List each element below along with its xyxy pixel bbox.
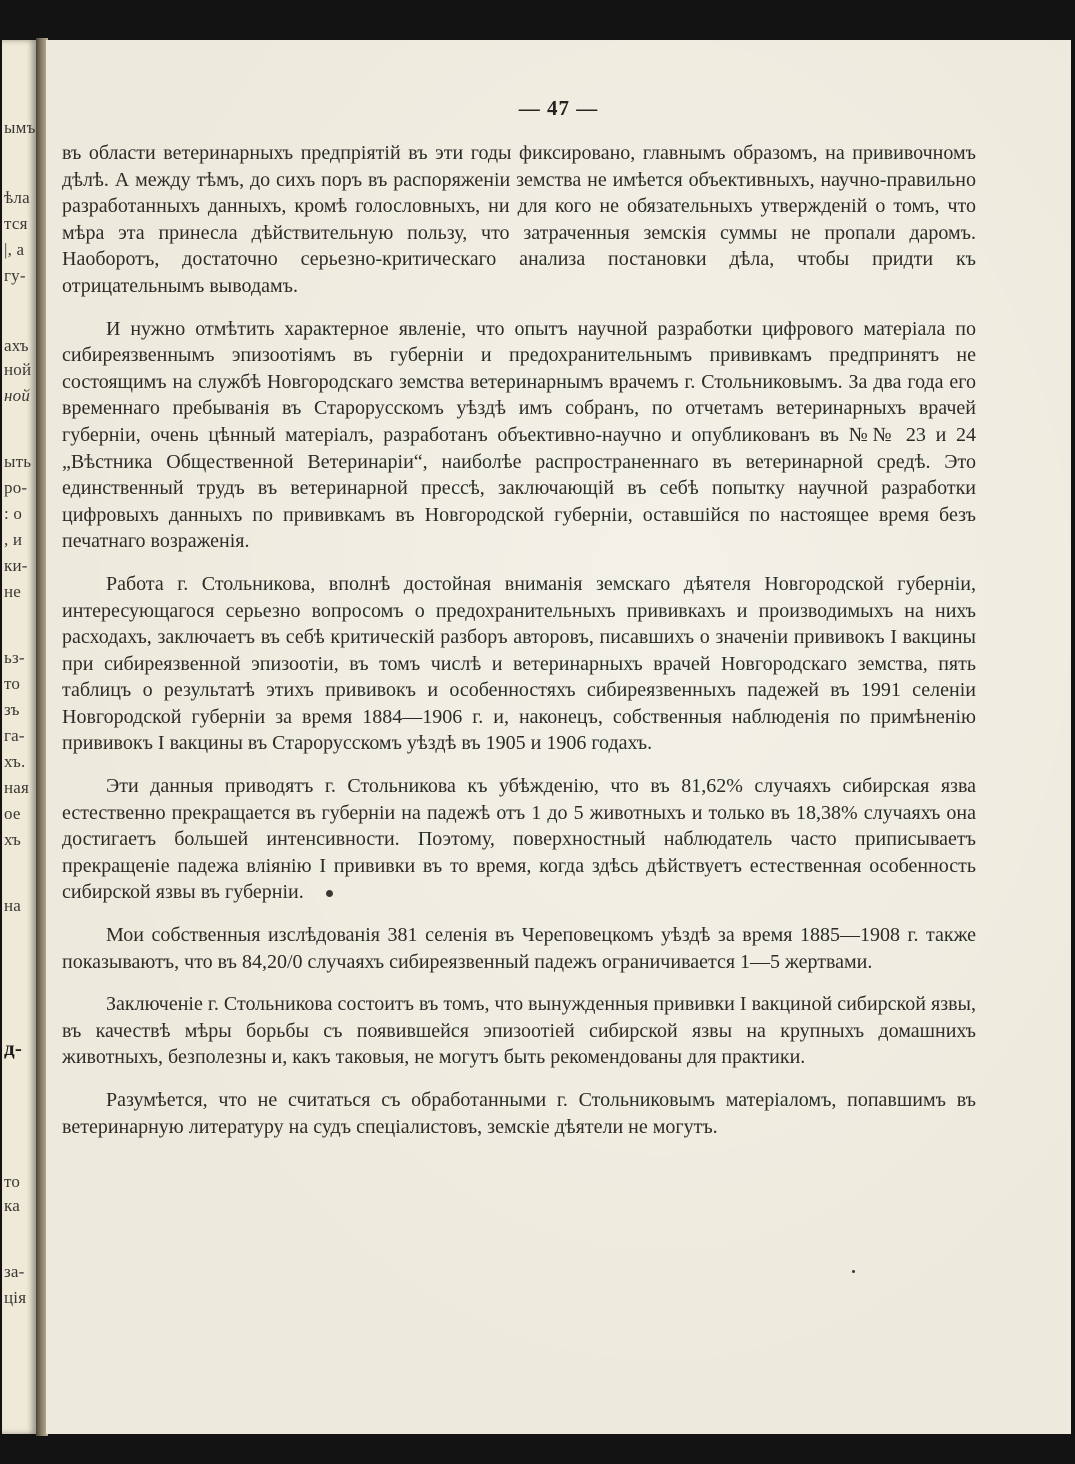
left-page-fragment: , и: [4, 530, 23, 549]
left-page-fragment: д-: [4, 1036, 23, 1060]
left-page-fragment: ахъ: [4, 336, 29, 355]
ink-speck: [852, 1270, 855, 1273]
left-page-strip: [2, 40, 36, 1434]
paragraph-text: Эти данныя приводятъ г. Стольникова къ убѣжденію, что въ 81,62% случаяхъ сибирская язва естественно прекращается въ губерніи на падежѣ отъ 1 до 5 животныхъ и только въ 18,38% случаяхъ она достигаетъ большей интенсивности. Поэтому, поверхностный наблюдатель часто приписываетъ прекращеніе падежа вліянію I прививки въ то время, когда здѣсь дѣйствуетъ естественная особенность сибирской язвы въ губерніи.: [62, 775, 976, 904]
left-page-fragment: ымъ: [4, 118, 36, 137]
page-body: [62, 140, 976, 1140]
paragraph: Разумѣется, что не считаться съ обработанными г. Стольниковымъ матеріаломъ, попавшимъ въ ветеринарную литературу на судъ спеціалистовъ, земскіе дѣятели не могутъ.: [62, 1089, 976, 1138]
page-number: — 47 —: [518, 96, 599, 120]
paragraph: Мои собственныя изслѣдованія 381 селенія въ Череповецкомъ уѣздѣ за время 1885—1908 г. также показываютъ, что въ 84,20/0 случаяхъ сибиреязвенный падежъ ограничивается 1—5 жертвами.: [62, 924, 976, 973]
left-page-fragment: ки-: [4, 556, 28, 575]
left-page-fragment: ной: [4, 386, 31, 405]
left-page-fragment: хъ: [4, 830, 22, 849]
left-page-fragment: ція: [4, 1288, 27, 1307]
left-page-fragment: хъ.: [4, 752, 26, 771]
left-page-fragment: то: [4, 674, 21, 693]
paragraph: Заключеніе г. Стольникова состоитъ въ томъ, что вынужденныя прививки I вакциной сибирской язвы, въ качествѣ мѣры борьбы съ появившейся эпизоотіей сибирской язвы на крупныхъ домашнихъ животныхъ, безполезны и, какъ таковыя, не могутъ быть рекомендованы для практики.: [62, 993, 976, 1069]
paragraph: [62, 773, 976, 906]
ink-dot: [326, 890, 333, 897]
paragraph: И нужно отмѣтить характерное явленіе, что опытъ научной разработки цифрового матеріала по сибиреязвеннымъ эпизоотіямъ въ губерніи и предохранительнымъ прививкамъ предпринятъ не состоящимъ на службѣ Новгородскаго земства ветеринарнымъ врачемъ г. Стольниковымъ. За два года его временнаго пребыванія въ Старорусскомъ уѣздѣ имъ собранъ, по отчетамъ ветеринарныхъ врачей губерніи, очень цѣнный матеріалъ, разработанъ объективно-научно и опубликованъ въ №№ 23 и 24 „Вѣстника Общественной Ветеринаріи“, наиболѣе распространеннаго въ ветеринарной средѣ. Это единственный трудъ въ ветеринарной прессѣ, заключающій въ себѣ попытку научной разработки цифровыхъ данныхъ по прививкамъ въ Новгородской губерніи, оставшійся по настоящее время безъ печатнаго возраженія.: [62, 317, 976, 553]
left-page-fragment: ое: [4, 804, 21, 823]
document-page: [46, 40, 1071, 1434]
left-page-fragment: га-: [4, 726, 25, 745]
left-page-fragment: ная: [4, 778, 30, 797]
left-page-fragment: тся: [4, 214, 28, 233]
left-page-fragment: ѣла: [4, 188, 30, 207]
left-page-fragment: ро-: [4, 478, 28, 497]
paragraph: въ области ветеринарныхъ предпріятій въ эти годы фиксировано, главнымъ образомъ, на прививочномъ дѣлѣ. А между тѣмъ, до сихъ поръ въ распоряженіи земства не имѣется объективныхъ, научно-правильно разработанныхъ данныхъ, кромѣ голословныхъ, ни для кого не обязательныхъ утвержденій о томъ, что мѣра эта принесла дѣйствительную пользу, что затраченныя земскія суммы не пропали даромъ. Наоборотъ, достаточно серьезно-критическаго анализа постановки дѣла, чтобы придти къ отрицательнымъ выводамъ.: [62, 142, 976, 297]
left-page-fragment: зъ: [4, 700, 20, 719]
left-page-fragment: : о: [4, 504, 23, 523]
left-page-fragment: ка: [4, 1196, 20, 1215]
left-page-fragment: не: [4, 582, 22, 601]
left-page-fragment: ыть: [4, 452, 32, 471]
left-page-fragment: ной: [4, 360, 32, 379]
left-page-fragment: ьз-: [4, 648, 25, 667]
left-page-fragment: гу-: [4, 266, 26, 285]
left-page-fragment: на: [4, 896, 22, 915]
left-page-fragment: |, а: [4, 240, 25, 259]
left-page-fragment: то: [4, 1172, 21, 1191]
left-page-fragment: за-: [4, 1262, 25, 1281]
paragraph: Работа г. Стольникова, вполнѣ достойная вниманія земскаго дѣятеля Новгородской губерніи, интересующагося серьезно вопросомъ о предохранительныхъ прививкахъ и производимыхъ на нихъ расходахъ, заключаетъ въ себѣ критическій разборъ авторовъ, писавшихъ о значеніи прививокъ I вакцины при сибиреязвенной эпизоотіи, въ томъ числѣ и ветеринарныхъ врачей Новгородскаго земства, пять таблицъ о результатѣ этихъ прививокъ и особенностяхъ сибиреязвенныхъ падежей въ 1991 селеніи Новгородской губерніи за время 1884—1906 г. и, наконецъ, собственныя наблюденія по примѣненію прививокъ I вакцины въ Старорусскомъ уѣздѣ въ 1905 и 1906 годахъ.: [62, 572, 976, 755]
